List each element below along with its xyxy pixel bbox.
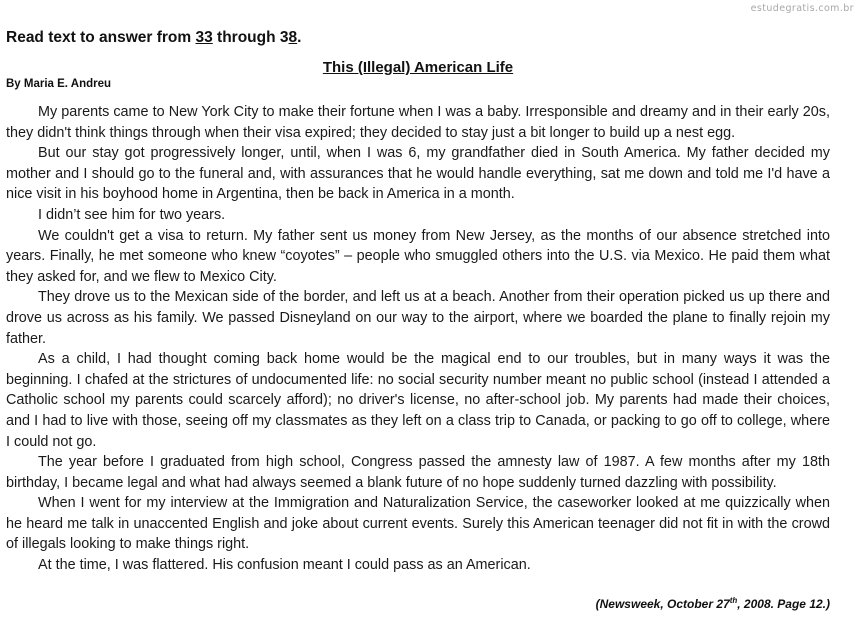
instruction-middle: through 3 (212, 29, 289, 46)
article-paragraph: We couldn't get a visa to return. My father sent us money from New Jersey, as the months of our absence stretched into years. Finally, he met someone who knew “coyotes” – people who smuggled others into the U.S. via Mexico. He paid them what they asked for, and we flew to Mexico City. (6, 227, 830, 285)
article-paragraph: They drove us to the Mexican side of the border, and left us at a beach. Another from their operation picked us up there and drove us across as his family. We passed Disneyland on our way to the airport, where we boarded the plane to finally rejoin my father. (6, 289, 830, 347)
citation-text-end: , 2008. Page 12.) (737, 597, 830, 611)
instruction-end-digit: 8 (288, 29, 298, 46)
article-title: This (Illegal) American Life (322, 59, 514, 76)
article-paragraph: At the time, I was flattered. His confusion meant I could pass as an American. (38, 557, 531, 574)
article-paragraph: The year before I graduated from high school, Congress passed the amnesty law of 1987. A few months after my 18th birthday, I became legal and what had always seemed a blank future of no hope suddenly turned dazzling with possibility. (6, 454, 830, 491)
site-watermark: estudegratis.com.br (750, 3, 854, 14)
source-citation (596, 596, 830, 611)
citation-text: (Newsweek, October 27 (595, 597, 730, 611)
article-paragraph: My parents came to New York City to make their fortune when I was a baby. Irresponsible and dreamy and in their early 20s, they didn't think things through when their visa expired; they decided to stay just a bit longer to build up a nest egg. (6, 104, 830, 141)
article-paragraph: As a child, I had thought coming back home would be the magical end to our troubles, but in many ways it was the beginning. I chafed at the strictures of undocumented life: no social security number meant no public school (instead I attended a Catholic school my parents could scarcely afford); no driver's license, no after-school job. My parents had made their choices, and I had to live with those, seeing off my classmates as they left on a class trip to Canada, or packing to go off to college, where I could not go. (6, 351, 830, 450)
question-instruction (6, 29, 301, 47)
article-paragraph: But our stay got progressively longer, until, when I was 6, my grandfather died in South America. My father decided my mother and I should go to the funeral and, with assurances that he would handle everything, sat me down and told me I'd have a nice visit in his boyhood home in Argentina, then be back in America in a month. (6, 145, 830, 203)
citation-superscript: th (729, 596, 738, 605)
instruction-suffix: . (297, 29, 302, 46)
instruction-start-number: 33 (195, 29, 213, 46)
article-byline: By Maria E. Andreu (6, 78, 112, 90)
article-paragraph: I didn’t see him for two years. (38, 206, 226, 223)
article-paragraph: When I went for my interview at the Immigration and Naturalization Service, the caseworker looked at me quizzically when he heard me talk in unaccented English and joke about current events. Surely this American teenager did not fit in with the crowd of illegals looking to make things right. (6, 495, 830, 553)
article-body (6, 102, 830, 576)
instruction-prefix: Read text to answer from (6, 29, 196, 46)
